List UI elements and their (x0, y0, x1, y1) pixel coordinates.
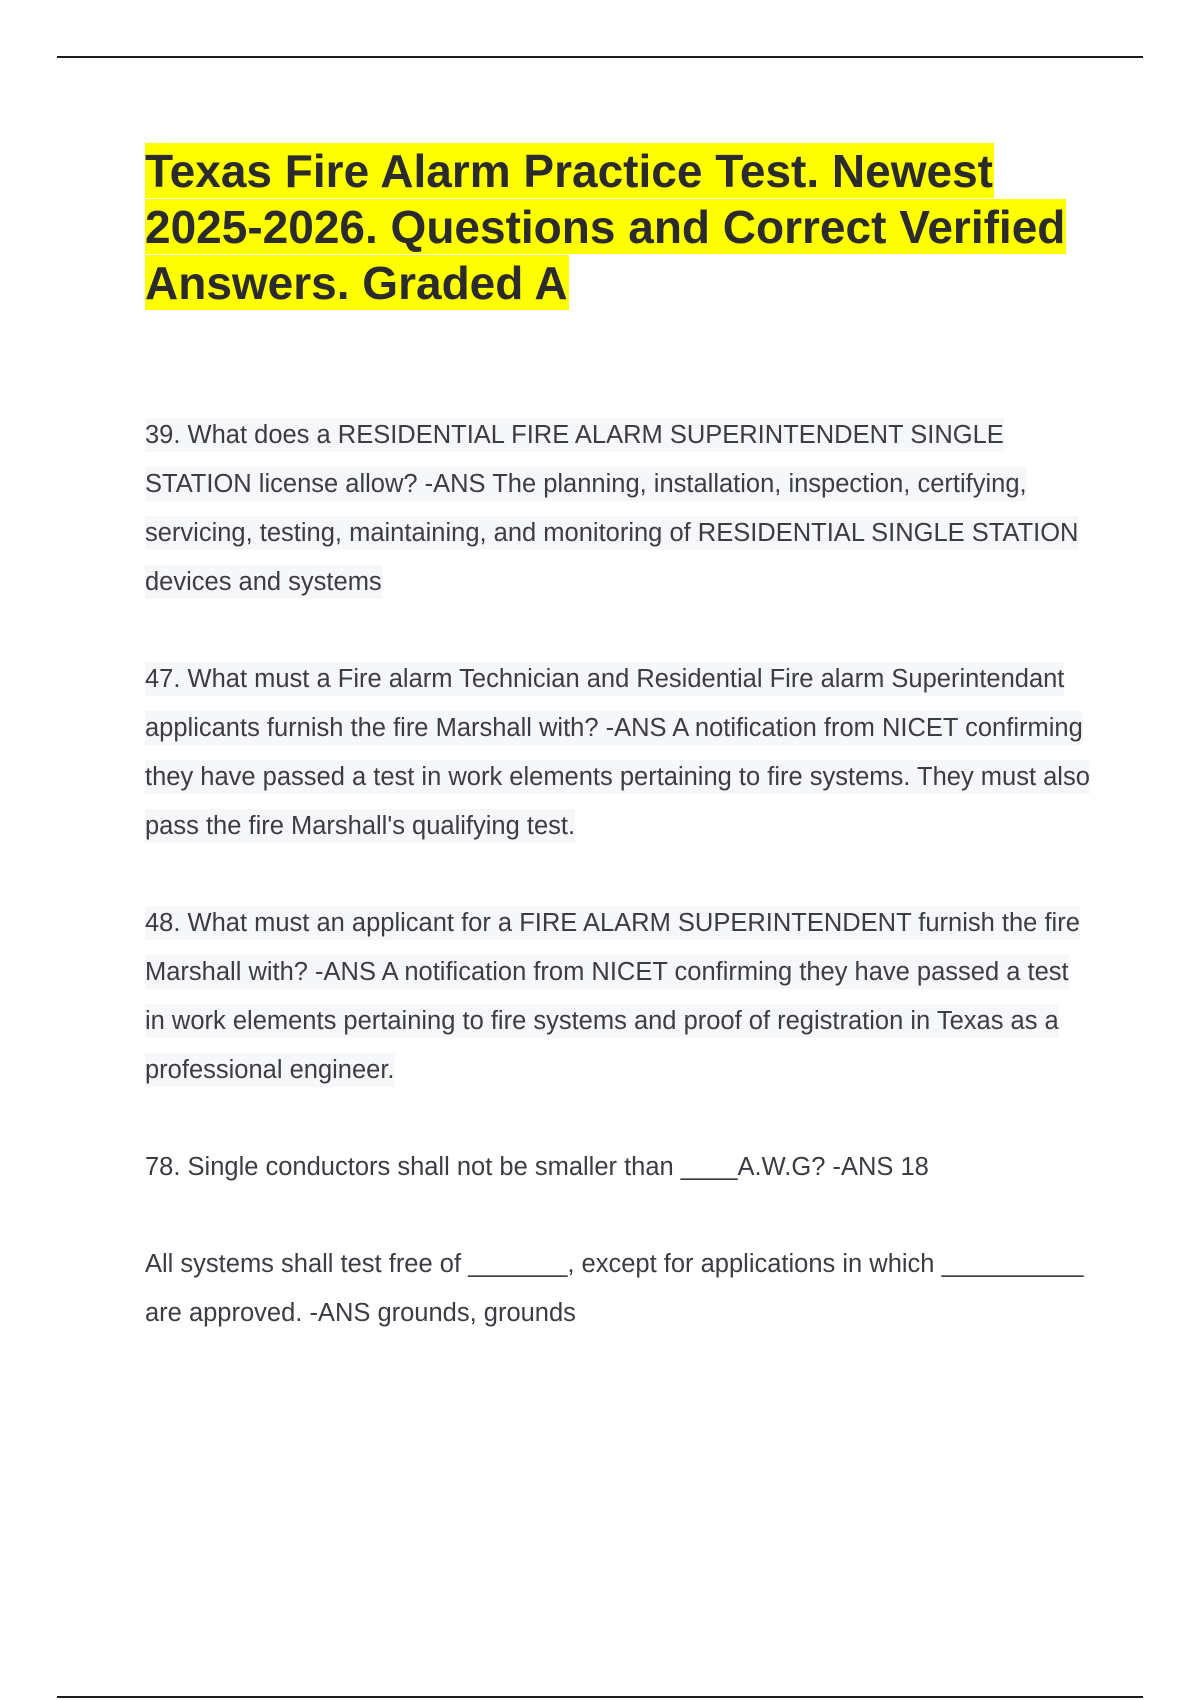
qa-item-text: All systems shall test free of _______, except for applications in which __________ are approved. -ANS grounds, grounds (145, 1250, 1084, 1327)
qa-item-78 (145, 1143, 1090, 1192)
bottom-rule (57, 1696, 1143, 1698)
document-title (145, 143, 1090, 311)
qa-item-text: 39. What does a RESIDENTIAL FIRE ALARM SUPERINTENDENT SINGLE STATION license allow? -ANS The planning, installation, inspection, certifying, servicing, testing, maintaining, and monitoring of RESIDENTIAL SINGLE STATION devices and systems (145, 418, 1078, 599)
qa-item-39 (145, 411, 1090, 607)
qa-item-48 (145, 899, 1090, 1095)
qa-item-text: 78. Single conductors shall not be smaller than ____A.W.G? -ANS 18 (145, 1153, 929, 1181)
qa-item-grounds (145, 1240, 1090, 1338)
qa-item-text: 48. What must an applicant for a FIRE ALARM SUPERINTENDENT furnish the fire Marshall with? -ANS A notification from NICET confirming they have passed a test in work elements pertaining to fire systems and proof of registration in Texas as a professional engineer. (145, 906, 1080, 1087)
qa-item-text: 47. What must a Fire alarm Technician and Residential Fire alarm Superintendant applicants furnish the fire Marshall with? -ANS A notification from NICET confirming they have passed a test in work elements pertaining to fire systems. They must also pass the fire Marshall's qualifying test. (145, 662, 1090, 843)
qa-item-47 (145, 655, 1090, 851)
top-rule (57, 56, 1143, 58)
document-body (145, 143, 1090, 1386)
qa-list (145, 411, 1090, 1338)
document-title-text: Texas Fire Alarm Practice Test. Newest 2025-2026. Questions and Correct Verified Answers. Graded A (145, 145, 1066, 309)
